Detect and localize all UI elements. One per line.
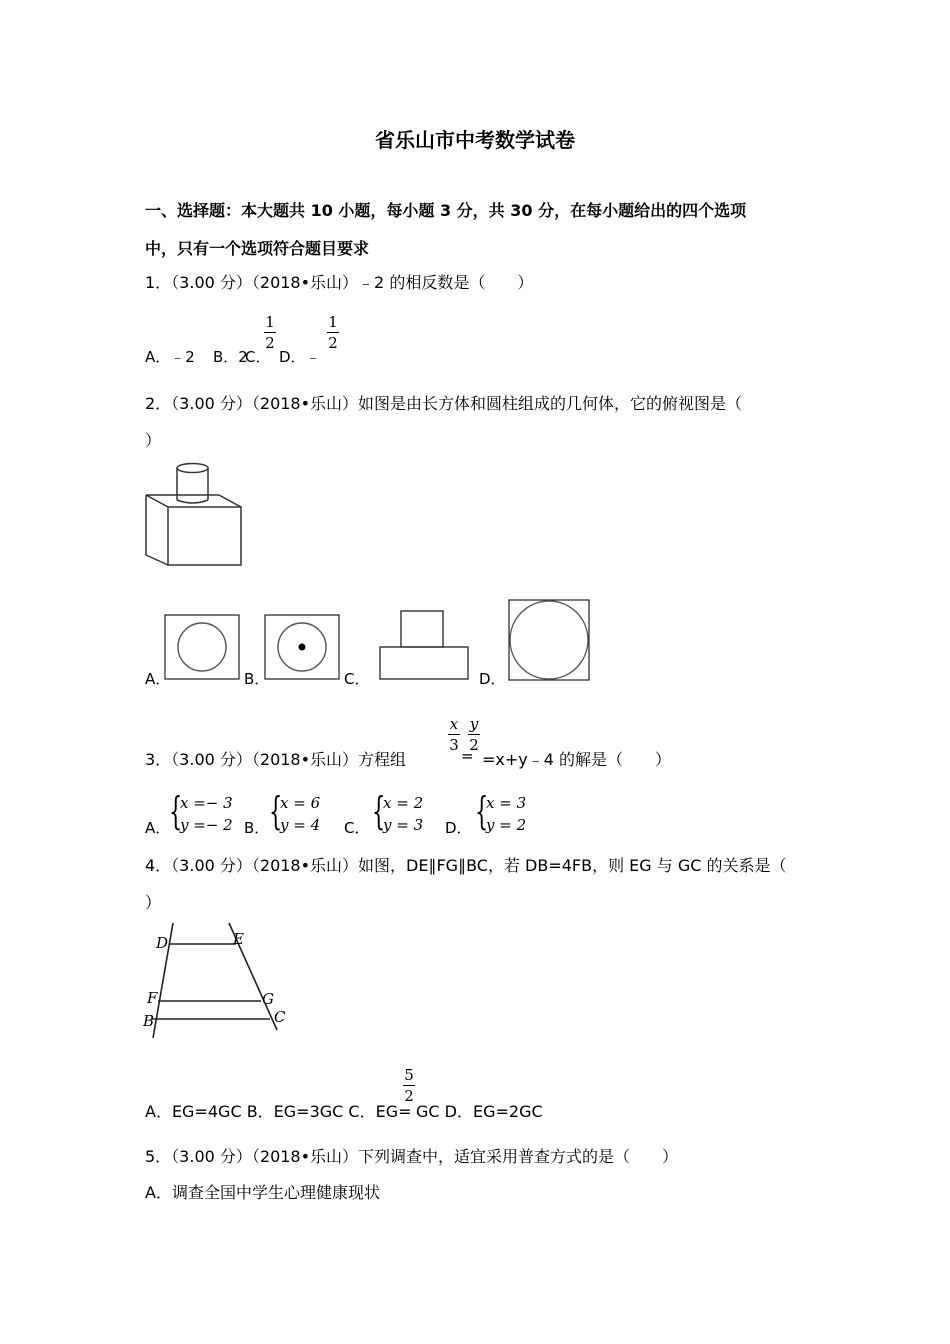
q5-option-a: A．调查全国中学生心理健康现状 <box>145 1183 380 1202</box>
q2-option-b-figure <box>264 614 340 680</box>
q3-frac-y-den: 2 <box>469 736 479 754</box>
q3-option-b-label: B． <box>244 819 270 837</box>
label-c: C <box>274 1008 286 1026</box>
q4-fraction-c <box>402 1066 416 1105</box>
q3-b-eq2: y = 4 <box>280 816 321 834</box>
q3-option-d-system <box>486 792 526 836</box>
q3-fraction-x <box>447 715 461 754</box>
question-1-text: 1．（3.00 分）（2018•乐山）﹣2 的相反数是（ ） <box>145 273 534 292</box>
q3-option-c-label: C． <box>344 819 370 837</box>
q1-fraction-c <box>263 313 277 352</box>
q2-option-d-label: D． <box>479 670 506 688</box>
q4-answers-pre: A．EG=4GC B．EG=3GC C．EG= <box>145 1102 412 1121</box>
q3-frac-x-num: x <box>449 715 459 733</box>
q1-option-d: D．﹣ <box>279 348 321 366</box>
q3-option-d-brace: { <box>475 789 489 833</box>
label-f: F <box>147 989 158 1007</box>
q3-frac-x-den: 3 <box>449 736 459 754</box>
q3-a-eq1: x =− 3 <box>180 794 233 812</box>
question-3-pre: 3．（3.00 分）（2018•乐山）方程组 <box>145 750 407 769</box>
q4-frac-num: 5 <box>404 1066 414 1084</box>
q3-option-b-brace: { <box>269 789 283 833</box>
label-d: D <box>156 934 169 952</box>
q3-option-a-system <box>180 792 233 836</box>
label-g: G <box>262 990 274 1008</box>
q3-option-a-brace: { <box>169 789 183 833</box>
q3-d-eq1: x = 3 <box>486 794 527 812</box>
question-5-text: 5．（3.00 分）（2018•乐山）下列调查中，适宜采用普查方式的是（ ） <box>145 1147 679 1166</box>
q1-fraction-d <box>326 313 340 352</box>
q3-c-eq1: x = 2 <box>383 794 424 812</box>
q3-frac-y-num: y <box>469 715 479 733</box>
q3-c-eq2: y = 3 <box>383 816 424 834</box>
q3-option-b-system <box>280 792 320 836</box>
q1-frac-d-den: 2 <box>328 334 338 352</box>
question-4-line2: ） <box>145 893 162 912</box>
q3-a-eq2: y =− 2 <box>180 816 233 834</box>
q3-d-eq2: y = 2 <box>486 816 527 834</box>
q2-solid-figure <box>144 460 244 570</box>
q4-answers-post: GC D．EG=2GC <box>416 1102 543 1121</box>
question-4-line1: 4．（3.00 分）（2018•乐山）如图，DE∥FG∥BC，若 DB=4FB，则 EG 与 GC 的关系是（ <box>145 856 787 875</box>
section-heading-line2: 中，只有一个选项符合题目要求 <box>145 239 370 258</box>
q3-fraction-y <box>467 715 481 754</box>
section-heading-line1: 一、选择题：本大题共 10 小题，每小题 3 分，共 30 分，在每小题给出的四个选项 <box>145 201 747 220</box>
q1-frac-c-num: 1 <box>265 313 275 331</box>
q3-option-c-system <box>383 792 423 836</box>
page-title: 省乐山市中考数学试卷 <box>375 128 575 152</box>
q2-option-d-figure <box>508 599 590 681</box>
question-3-post: =x+y﹣4 的解是（ ） <box>482 750 672 769</box>
q2-option-a-label: A． <box>145 670 171 688</box>
question-2-line2: ） <box>145 431 162 450</box>
q3-option-a-label: A． <box>145 819 171 837</box>
q4-frac-den: 2 <box>404 1087 414 1105</box>
q3-option-d-label: D． <box>445 819 472 837</box>
q1-option-a: A．﹣2 <box>145 348 195 366</box>
question-2-line1: 2．（3.00 分）（2018•乐山）如图是由长方体和圆柱组成的几何体，它的俯视图是（ <box>145 394 743 413</box>
q1-option-b: B．2 <box>213 348 248 366</box>
label-b: B <box>143 1012 155 1030</box>
q1-option-c: C． <box>245 348 271 366</box>
q1-frac-d-num: 1 <box>328 313 338 331</box>
label-e: E <box>233 930 244 948</box>
q2-option-c-figure <box>378 609 470 681</box>
q3-equals: = <box>461 747 474 765</box>
q3-option-c-brace: { <box>372 789 386 833</box>
q1-frac-c-den: 2 <box>265 334 275 352</box>
q2-option-c-label: C． <box>344 670 370 688</box>
q3-b-eq1: x = 6 <box>280 794 321 812</box>
q2-option-b-label: B． <box>244 670 270 688</box>
q4-trapezoid-figure <box>140 918 300 1043</box>
q2-option-a-figure <box>164 614 240 680</box>
